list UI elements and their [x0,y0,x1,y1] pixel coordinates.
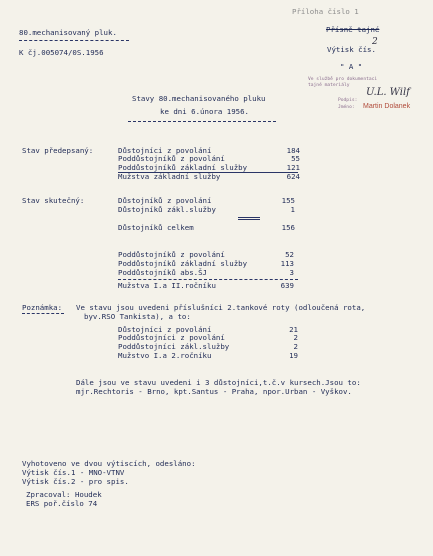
unit-name: 80.mechanisovaný pluk. [19,28,117,37]
footer-line-3: Výtisk čís.2 - pro spis. [22,477,129,486]
list-item: Důstojníků zákl.služby [118,205,216,214]
list-value: 2 [293,342,298,351]
stav-skutecny-label: Stav skutečný: [22,196,85,205]
sum-line [238,217,260,218]
note-underline [22,313,64,314]
series-mark: " A " [340,62,363,71]
document-title: Stavy 80.mechanisovaného pluku [132,94,266,103]
list-value: 2 [293,333,298,342]
list-item: Mužstva I.a II.ročníku [118,281,216,290]
list-value: 19 [289,351,298,360]
reference-number: K čj.005074/0S.1956 [19,48,104,57]
list-item: Mužstva základní služby [118,172,221,181]
total-label: Důstojníků celkem [118,223,194,232]
list-item: Poddůstojníků abs.ŠJ [118,268,207,277]
list-item: Poddůstojníků z povolání [118,250,225,259]
list-value: 184 [286,146,300,155]
stamp-name: Martin Dolanek [363,103,411,110]
list-value: 121 [286,163,300,172]
list-value: 624 [286,172,300,181]
stamp-line-2: tajné materiály [308,83,350,88]
list-value: 55 [291,154,300,163]
title-underline [128,121,276,122]
note-text-line-2: byv.RSO Tankista), a to: [84,312,191,321]
note-text-line-1: Ve stavu jsou uvedeni příslušníci 2.tankové roty (odloučená rota, [76,303,366,312]
stamp-name-label: Jméno: [338,105,355,110]
stav-predepsany-label: Stav předepsaný: [22,146,94,155]
list-value: 155 [281,196,295,205]
copy-number-value: 2 [372,37,378,47]
list-value: 21 [289,325,298,334]
list-value: 52 [285,250,294,259]
additional-note-line-2: mjr.Rechtoris - Brno, kpt.Santus - Praha, npor.Urban - Vyškov. [76,387,352,396]
secret-classification: Přísně tajné [326,25,380,34]
list-item: Důstojníků z povolání [118,196,212,205]
row-divider [118,279,298,280]
note-label: Poznámka: [22,303,63,312]
list-item: Poddůstojníků základní služby [118,163,248,172]
list-item: Mužstvo I.a 2.ročníku [118,351,212,360]
list-item: Poddůstojníků z povolání [118,154,225,163]
list-item: Důstojníci z povolání [118,146,212,155]
footer-line-4: Zpracoval: Houdek [26,490,102,499]
list-item: Důstojníci z povolání [118,325,212,334]
additional-note-line-1: Dále jsou ve stavu uvedeni i 3 důstojníci,t.č.v kursech.Jsou to: [76,378,361,387]
list-item: Poddůstojníci zákl.služby [118,342,230,351]
stamp-sig-label: Podpis: [338,98,358,103]
appendix-label: Příloha číslo 1 [292,7,359,16]
archive-stamp [308,77,428,127]
footer-line-2: Výtisk čís.1 - MNO-VTNV [22,468,125,477]
list-value: 3 [289,268,294,277]
unit-underline [19,40,129,41]
footer-line-5: ERS poř.číslo 74 [26,499,98,508]
stamp-line-1: Ve službě pro dokumentaci [308,77,378,82]
footer-line-1: Vyhotoveno ve dvou výtiscích, odesláno: [22,459,196,468]
document-date: ke dni 6.února 1956. [160,107,249,116]
total-value: 156 [281,223,295,232]
list-item: Poddůstojníci z povolání [118,333,225,342]
list-value: 1 [290,205,295,214]
stamp-signature: U.L. Wilf [366,87,410,98]
list-value: 639 [280,281,294,290]
list-item: Poddůstojníků základní služby [118,259,248,268]
sum-line [238,219,260,220]
copy-number-label: Výtisk čís. [327,45,376,54]
list-value: 113 [280,259,294,268]
strike-line [118,172,298,173]
